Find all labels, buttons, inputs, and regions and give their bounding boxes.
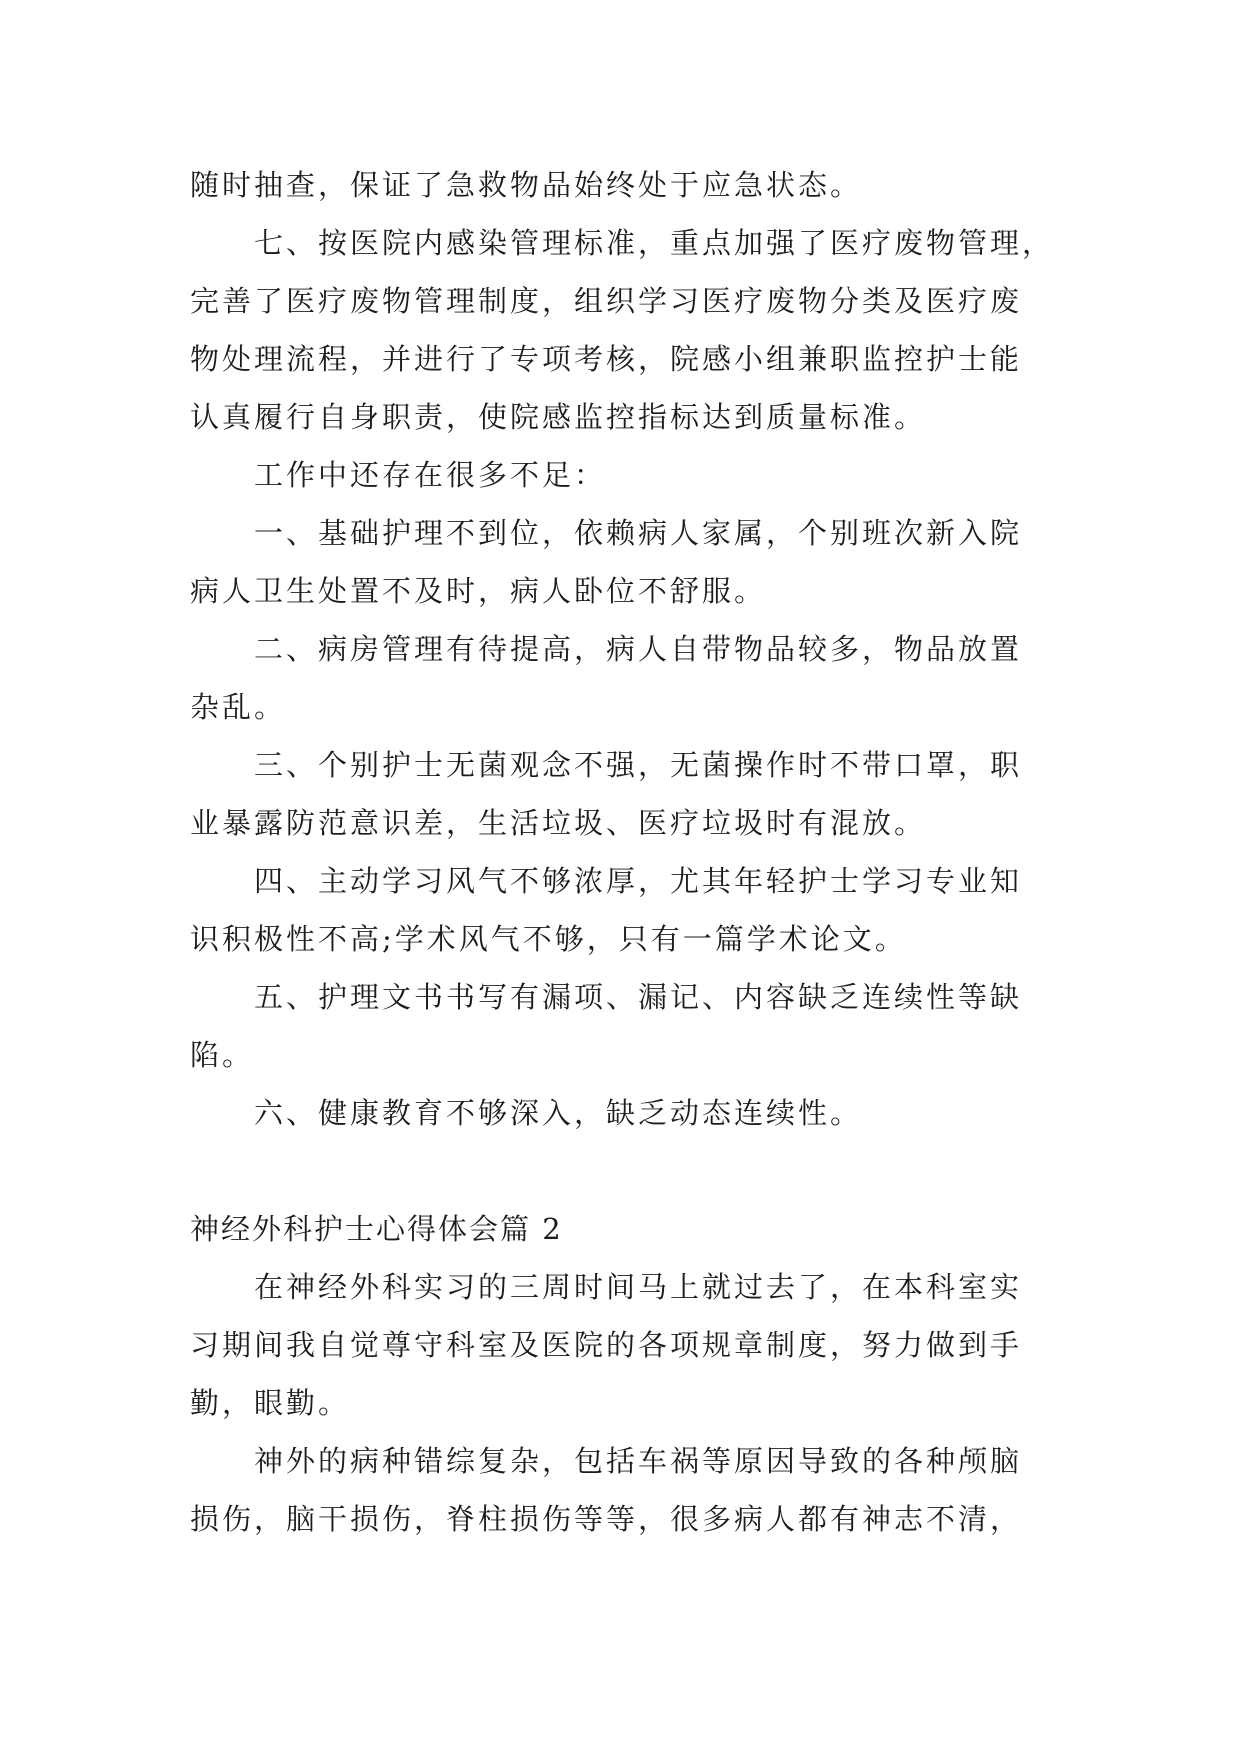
paragraph-start-line: 一、基础护理不到位，依赖病人家属，个别班次新入院	[254, 516, 1023, 550]
section-heading: 神经外科护士心得体会篇 2	[190, 1212, 563, 1246]
paragraph-start-line: 七、按医院内感染管理标准，重点加强了医疗废物管理，	[254, 226, 1055, 260]
section-gap	[190, 1142, 1050, 1200]
text-line: 杂乱。	[190, 690, 287, 724]
text-line: 损伤，脑干损伤，脊柱损伤等等，很多病人都有神志不清，	[190, 1502, 1023, 1536]
paragraph-start-line: 六、健康教育不够深入，缺乏动态连续性。	[254, 1096, 863, 1130]
text-line: 识积极性不高;学术风气不够，只有一篇学术论文。	[190, 922, 907, 956]
paragraph-start-line: 三、个别护士无菌观念不强，无菌操作时不带口罩，职	[254, 748, 1023, 782]
text-line: 习期间我自觉尊守科室及医院的各项规章制度，努力做到手	[190, 1328, 1023, 1362]
text-line: 勤，眼勤。	[190, 1386, 351, 1420]
text-line: 物处理流程，并进行了专项考核，院感小组兼职监控护士能	[190, 342, 1023, 376]
text-line: 认真履行自身职责，使院感监控指标达到质量标准。	[190, 400, 927, 434]
paragraph-start-line: 五、护理文书书写有漏项、漏记、内容缺乏连续性等缺	[254, 980, 1023, 1014]
document-body	[190, 156, 1055, 1548]
text-line: 陷。	[190, 1038, 255, 1072]
text-line: 完善了医疗废物管理制度，组织学习医疗废物分类及医疗废	[190, 284, 1023, 318]
paragraph-start-line: 在神经外科实习的三周时间马上就过去了，在本科室实	[254, 1270, 1023, 1304]
text-line: 业暴露防范意识差，生活垃圾、医疗垃圾时有混放。	[190, 806, 927, 840]
text-line: 病人卫生处置不及时，病人卧位不舒服。	[190, 574, 767, 608]
paragraph-start-line: 工作中还存在很多不足：	[254, 458, 607, 492]
paragraph-start-line: 四、主动学习风气不够浓厚，尤其年轻护士学习专业知	[254, 864, 1023, 898]
text-line: 随时抽查，保证了急救物品始终处于应急状态。	[190, 168, 863, 202]
paragraph-start-line: 神外的病种错综复杂，包括车祸等原因导致的各种颅脑	[254, 1444, 1023, 1478]
paragraph-start-line: 二、病房管理有待提高，病人自带物品较多，物品放置	[254, 632, 1023, 666]
